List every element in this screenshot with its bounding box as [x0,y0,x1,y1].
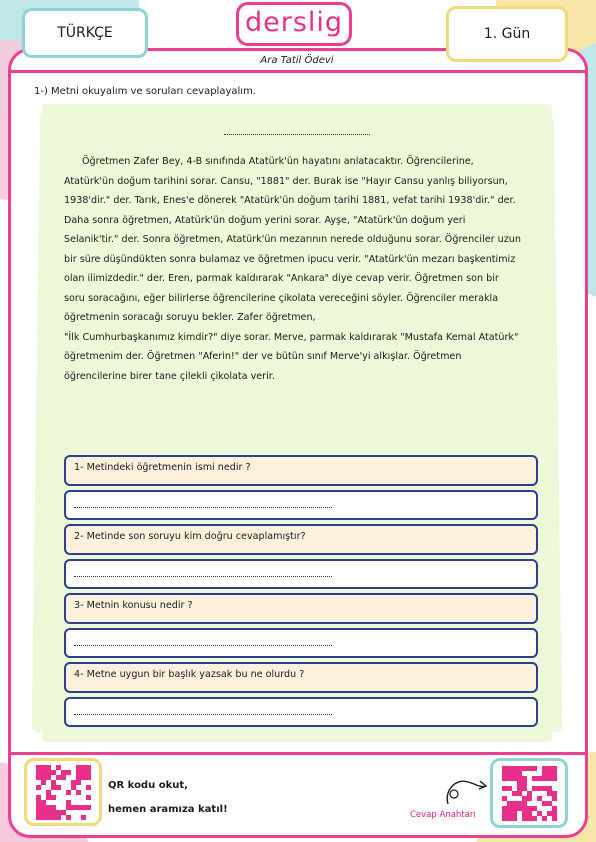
qr-code-answer-key[interactable] [490,758,568,828]
qr-code-icon [502,766,557,821]
answer-line [74,645,332,646]
brand-logo: derslig [236,2,352,46]
answer-line [74,507,332,508]
story-line: Öğretmen Zafer Bey, 4-B sınıfında Atatürk'ün hayatını anlatacaktır. Öğrencilerine, [82,156,474,167]
answer-line [74,714,332,715]
story-line: "İlk Cumhurbaşkanımız kimdir?" diye sorar. Merve, parmak kaldırarak "Mustafa Kemal Atatürk" [64,331,519,343]
question-box-2 [64,524,538,555]
story-line: Atatürk'ün doğum tarihini sorar. Cansu, "1881" der. Burak ise "Hayır Cansu yanlış biliyorsun, [64,175,508,187]
story-line: olan ilimizdedir." der. Eren, parmak kaldırarak "Ankara" diye cevap verir. Öğretmen son bir [64,273,499,284]
question-text: 3- Metnin konusu nedir ? [74,600,193,611]
question-text: 4- Metne uygun bir başlık yazsak bu ne olurdu ? [74,669,305,680]
story-line: Daha sonra öğretmen, Atatürk'ün doğum yerini sorar. Ayşe, "Atatürk'ün doğum yeri [64,214,466,226]
answer-field-2[interactable] [64,559,538,589]
header-divider [8,70,588,73]
qr-code-icon [36,765,91,820]
story-line: bir süre düşündükten sonra bulamaz ve öğretmen ipucu verir. "Atatürk'ün mezarı başkentimiz [64,253,516,265]
instruction-text: 1-) Metni okuyalım ve soruları cevaplayalım. [34,86,256,97]
story-title-blank[interactable] [224,134,370,135]
qr-code-join[interactable] [24,758,102,826]
subject-label: TÜRKÇE [22,8,148,58]
question-text: 2- Metinde son soruyu kim doğru cevaplamıştır? [74,531,306,542]
answer-key-label: Cevap Anahtarı [410,810,476,820]
answer-field-4[interactable] [64,697,538,727]
story-line: 1938'dir." der. Tarık, Enes'e dönerek "Atatürk'ün doğum tarihi 1881, vefat tarihi 1938'dir." der. [64,195,516,206]
answer-field-1[interactable] [64,490,538,520]
story-line: Selanik'tir." der. Sonra öğretmen, Atatürk'ün mezarının nerede olduğunu sorar. Öğrenciler uzun [64,234,521,245]
story-text [64,152,542,386]
footer-divider [8,752,588,755]
question-box-3 [64,593,538,624]
story-line: öğretmenin soracağı soruyu bekler. Zafer öğretmen, [64,312,316,323]
question-box-4 [64,662,538,693]
answer-line [74,576,332,577]
curved-arrow-icon [442,772,490,808]
story-line: soru soracağını, eğer bilirlerse öğrencilerine çikolata vereceğini söyler. Öğrenciler merakla [64,292,499,304]
qr-caption-line: hemen aramıza katıl! [108,804,228,815]
qr-caption [108,774,228,822]
assignment-title: Ara Tatil Ödevi [260,55,334,66]
story-line: öğrencilerine birer tane çilekli çikolata verir. [64,370,275,382]
question-box-1 [64,455,538,486]
answer-field-3[interactable] [64,628,538,658]
question-text: 1- Metindeki öğretmenin ismi nedir ? [74,462,251,473]
day-label: 1. Gün [446,6,568,62]
story-line: öğretmenim der. Öğretmen "Aferin!" der ve bütün sınıf Merve'yi alkışlar. Öğretmen [64,351,462,362]
qr-caption-line: QR kodu okut, [108,780,188,791]
